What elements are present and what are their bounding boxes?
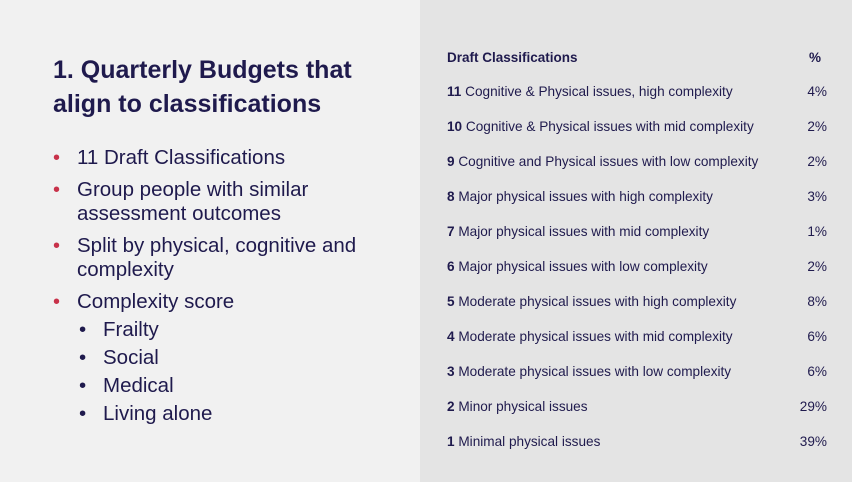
- row-percent: 2%: [807, 154, 827, 169]
- row-text: Major physical issues with mid complexity: [458, 224, 710, 239]
- sub-bullet-dot-icon: •: [79, 402, 87, 425]
- classification-table: [447, 46, 837, 459]
- row-text: Cognitive and Physical issues with low complexity: [458, 154, 759, 169]
- table-row: [447, 249, 837, 284]
- row-text: Major physical issues with high complexity: [458, 189, 713, 204]
- bullet-dot-icon: •: [53, 147, 61, 169]
- header-percent: %: [808, 50, 821, 65]
- slide-title-line: align to classifications: [53, 90, 322, 118]
- table-row: [447, 389, 837, 424]
- sub-bullet-dot-icon: •: [79, 346, 87, 369]
- bullet-text: Group people with similar: [77, 178, 309, 201]
- table-row: [447, 74, 837, 109]
- table-body: [447, 74, 837, 459]
- row-number: 10: [447, 119, 463, 134]
- row-label: [447, 294, 736, 309]
- bullet-text: complexity: [77, 258, 174, 281]
- row-label: [447, 84, 733, 99]
- bullet-list: [53, 146, 413, 428]
- row-label: [447, 189, 713, 204]
- slide-title: [53, 53, 413, 121]
- row-text: Major physical issues with low complexity: [458, 259, 708, 274]
- row-percent: 1%: [807, 224, 827, 239]
- row-percent: 6%: [807, 364, 827, 379]
- sub-bullet-item: [53, 344, 413, 372]
- table-row: [447, 319, 837, 354]
- row-number: 11: [447, 84, 462, 99]
- sub-bullet-text: Living alone: [103, 402, 213, 425]
- row-text: Moderate physical issues with mid complexity: [458, 329, 733, 344]
- row-number: 4: [447, 329, 455, 344]
- row-percent: 2%: [807, 119, 827, 134]
- row-number: 6: [447, 259, 455, 274]
- sub-bullet-item: [53, 316, 413, 344]
- sub-bullet-dot-icon: •: [79, 374, 87, 397]
- row-text: Moderate physical issues with high complexity: [458, 294, 737, 309]
- row-text: Moderate physical issues with low complexity: [458, 364, 732, 379]
- row-label: [447, 259, 708, 274]
- table-row: [447, 214, 837, 249]
- row-percent: 4%: [807, 84, 827, 99]
- table-row: [447, 354, 837, 389]
- bullet-text: Complexity score: [77, 290, 235, 313]
- row-label: [447, 119, 754, 134]
- bullet-dot-icon: •: [53, 291, 61, 313]
- table-header: [447, 46, 837, 74]
- header-label: Draft Classifications: [447, 50, 578, 65]
- bullet-text: 11 Draft Classifications: [77, 146, 286, 169]
- table-row: [447, 179, 837, 214]
- bullet-text: Split by physical, cognitive and: [77, 234, 357, 257]
- sub-bullet-dot-icon: •: [79, 318, 87, 341]
- row-text: Cognitive & Physical issues, high complexity: [465, 84, 733, 99]
- row-number: 9: [447, 154, 455, 169]
- bullet-item: [53, 146, 413, 170]
- row-text: Minimal physical issues: [458, 434, 601, 449]
- row-label: [447, 224, 709, 239]
- bullet-item: [53, 290, 413, 314]
- row-percent: 2%: [807, 259, 827, 274]
- slide-title-line: 1. Quarterly Budgets that: [53, 56, 352, 84]
- sub-bullet-text: Social: [103, 346, 159, 369]
- row-percent: 29%: [799, 399, 827, 414]
- sub-bullet-text: Medical: [103, 374, 174, 397]
- row-number: 3: [447, 364, 455, 379]
- table-row: [447, 284, 837, 319]
- row-number: 1: [447, 434, 455, 449]
- row-percent: 6%: [807, 329, 827, 344]
- row-label: [447, 399, 588, 414]
- bullet-dot-icon: •: [53, 179, 61, 201]
- row-label: [447, 154, 758, 169]
- row-percent: 8%: [807, 294, 827, 309]
- bullet-item: [53, 234, 413, 282]
- sub-bullet-text: Frailty: [103, 318, 159, 341]
- row-label: [447, 364, 731, 379]
- row-text: Minor physical issues: [458, 399, 588, 414]
- table-row: [447, 144, 837, 179]
- row-number: 8: [447, 189, 455, 204]
- row-label: [447, 434, 600, 449]
- table-row: [447, 109, 837, 144]
- bullet-item: [53, 178, 413, 226]
- sub-bullet-item: [53, 372, 413, 400]
- left-panel: [0, 0, 420, 482]
- row-number: 7: [447, 224, 455, 239]
- row-number: 5: [447, 294, 455, 309]
- bullet-text: assessment outcomes: [77, 202, 281, 225]
- row-label: [447, 329, 733, 344]
- bullet-dot-icon: •: [53, 235, 61, 257]
- row-text: Cognitive & Physical issues with mid complexity: [465, 119, 754, 134]
- table-row: [447, 424, 837, 459]
- row-percent: 3%: [807, 189, 827, 204]
- row-percent: 39%: [799, 434, 827, 449]
- row-number: 2: [447, 399, 455, 414]
- sub-bullet-item: [53, 400, 413, 428]
